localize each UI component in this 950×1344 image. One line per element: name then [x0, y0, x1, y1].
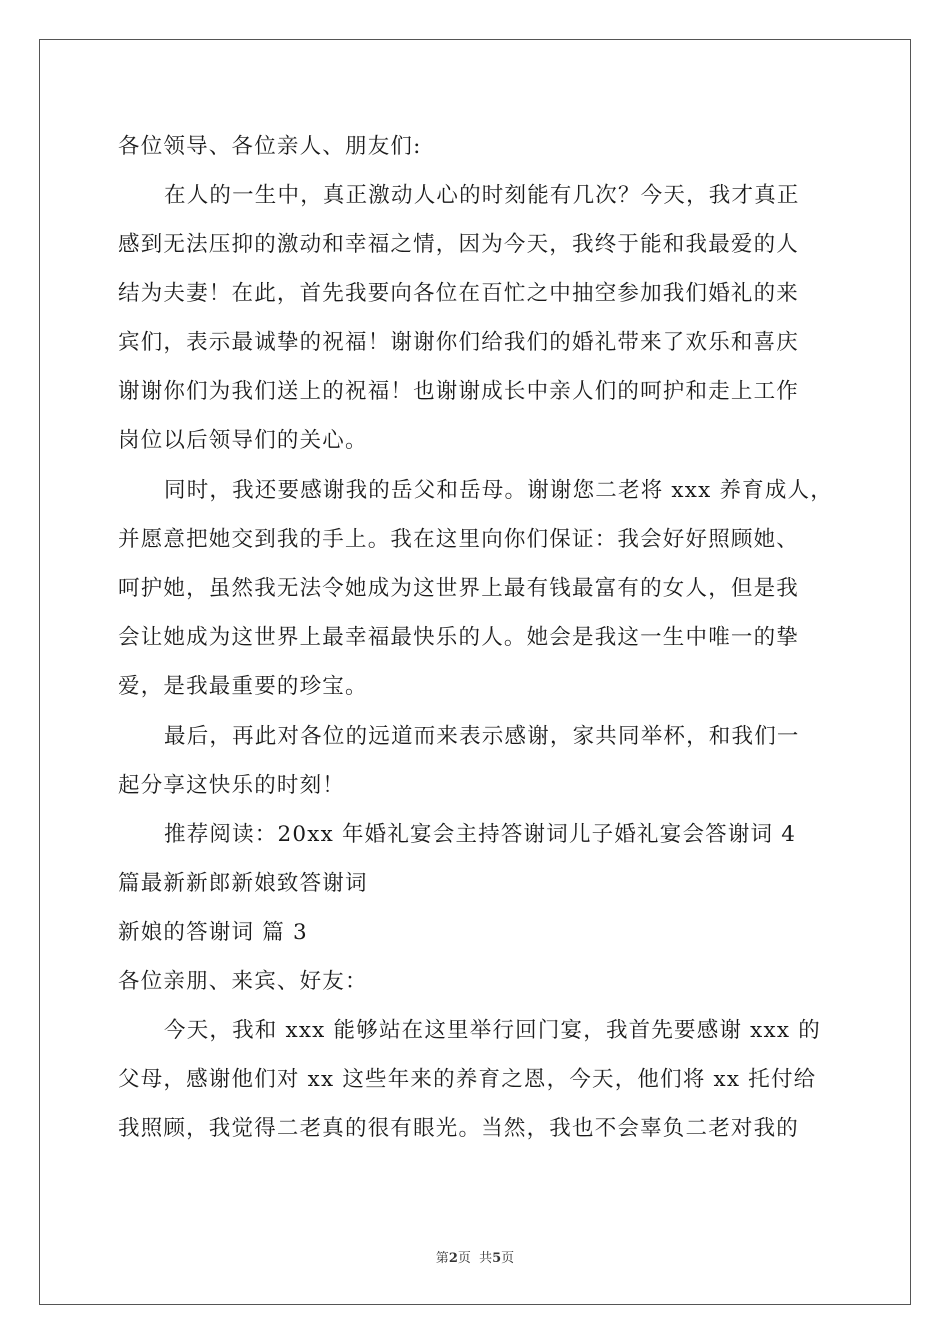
- paragraph-line: 感到无法压抑的激动和幸福之情，因为今天，我终于能和我最爱的人: [118, 232, 800, 257]
- paragraph-line: 父母，感谢他们对 xx 这些年来的养育之恩，今天，他们将 xx 托付给: [118, 1067, 817, 1092]
- paragraph-line: 爱，是我最重要的珍宝。: [118, 674, 368, 699]
- paragraph-line: 谢谢你们为我们送上的祝福！也谢谢成长中亲人们的呵护和走上工作: [118, 379, 800, 404]
- paragraph-line: 起分享这快乐的时刻！: [118, 773, 346, 798]
- recommended-reading-line: 篇最新新郎新娘致答谢词: [118, 871, 368, 896]
- paragraph-line: 会让她成为这世界上最幸福最快乐的人。她会是我这一生中唯一的挚: [118, 625, 800, 650]
- paragraph-line: 并愿意把她交到我的手上。我在这里向你们保证：我会好好照顾她、: [118, 527, 800, 552]
- paragraph-line: 宾们，表示最诚挚的祝福！谢谢你们给我们的婚礼带来了欢乐和喜庆: [118, 330, 800, 355]
- page-footer: [0, 1247, 950, 1266]
- paragraph-line: 同时，我还要感谢我的岳父和岳母。谢谢您二老将 xxx 养育成人，: [164, 478, 833, 503]
- salutation-line: 各位亲朋、来宾、好友：: [118, 969, 368, 994]
- paragraph-line: 岗位以后领导们的关心。: [118, 428, 368, 453]
- paragraph-line: 结为夫妻！在此，首先我要向各位在百忙之中抽空参加我们婚礼的来: [118, 281, 800, 306]
- footer-total-pages: 5: [492, 1251, 502, 1266]
- paragraph-line: 呵护她，虽然我无法令她成为这世界上最有钱最富有的女人，但是我: [118, 576, 800, 601]
- paragraph-line: 我照顾，我觉得二老真的很有眼光。当然，我也不会辜负二老对我的: [118, 1116, 800, 1141]
- footer-page-mid: 页 共: [457, 1251, 493, 1266]
- footer-page-number: 2: [448, 1251, 458, 1266]
- footer-page-suffix: 页: [501, 1251, 515, 1266]
- paragraph-line: 今天，我和 xxx 能够站在这里举行回门宴，我首先要感谢 xxx 的: [164, 1018, 821, 1043]
- section-heading: 新娘的答谢词 篇 3: [118, 920, 308, 945]
- paragraph-line: 最后，再此对各位的远道而来表示感谢，家共同举杯，和我们一: [164, 724, 800, 749]
- recommended-reading-line: 推荐阅读：20xx 年婚礼宴会主持答谢词儿子婚礼宴会答谢词 4: [164, 822, 797, 847]
- paragraph-line: 在人的一生中，真正激动人心的时刻能有几次？今天，我才真正: [164, 183, 800, 208]
- footer-page-prefix: 第: [435, 1251, 449, 1266]
- salutation-line: 各位领导、各位亲人、朋友们:: [118, 134, 422, 159]
